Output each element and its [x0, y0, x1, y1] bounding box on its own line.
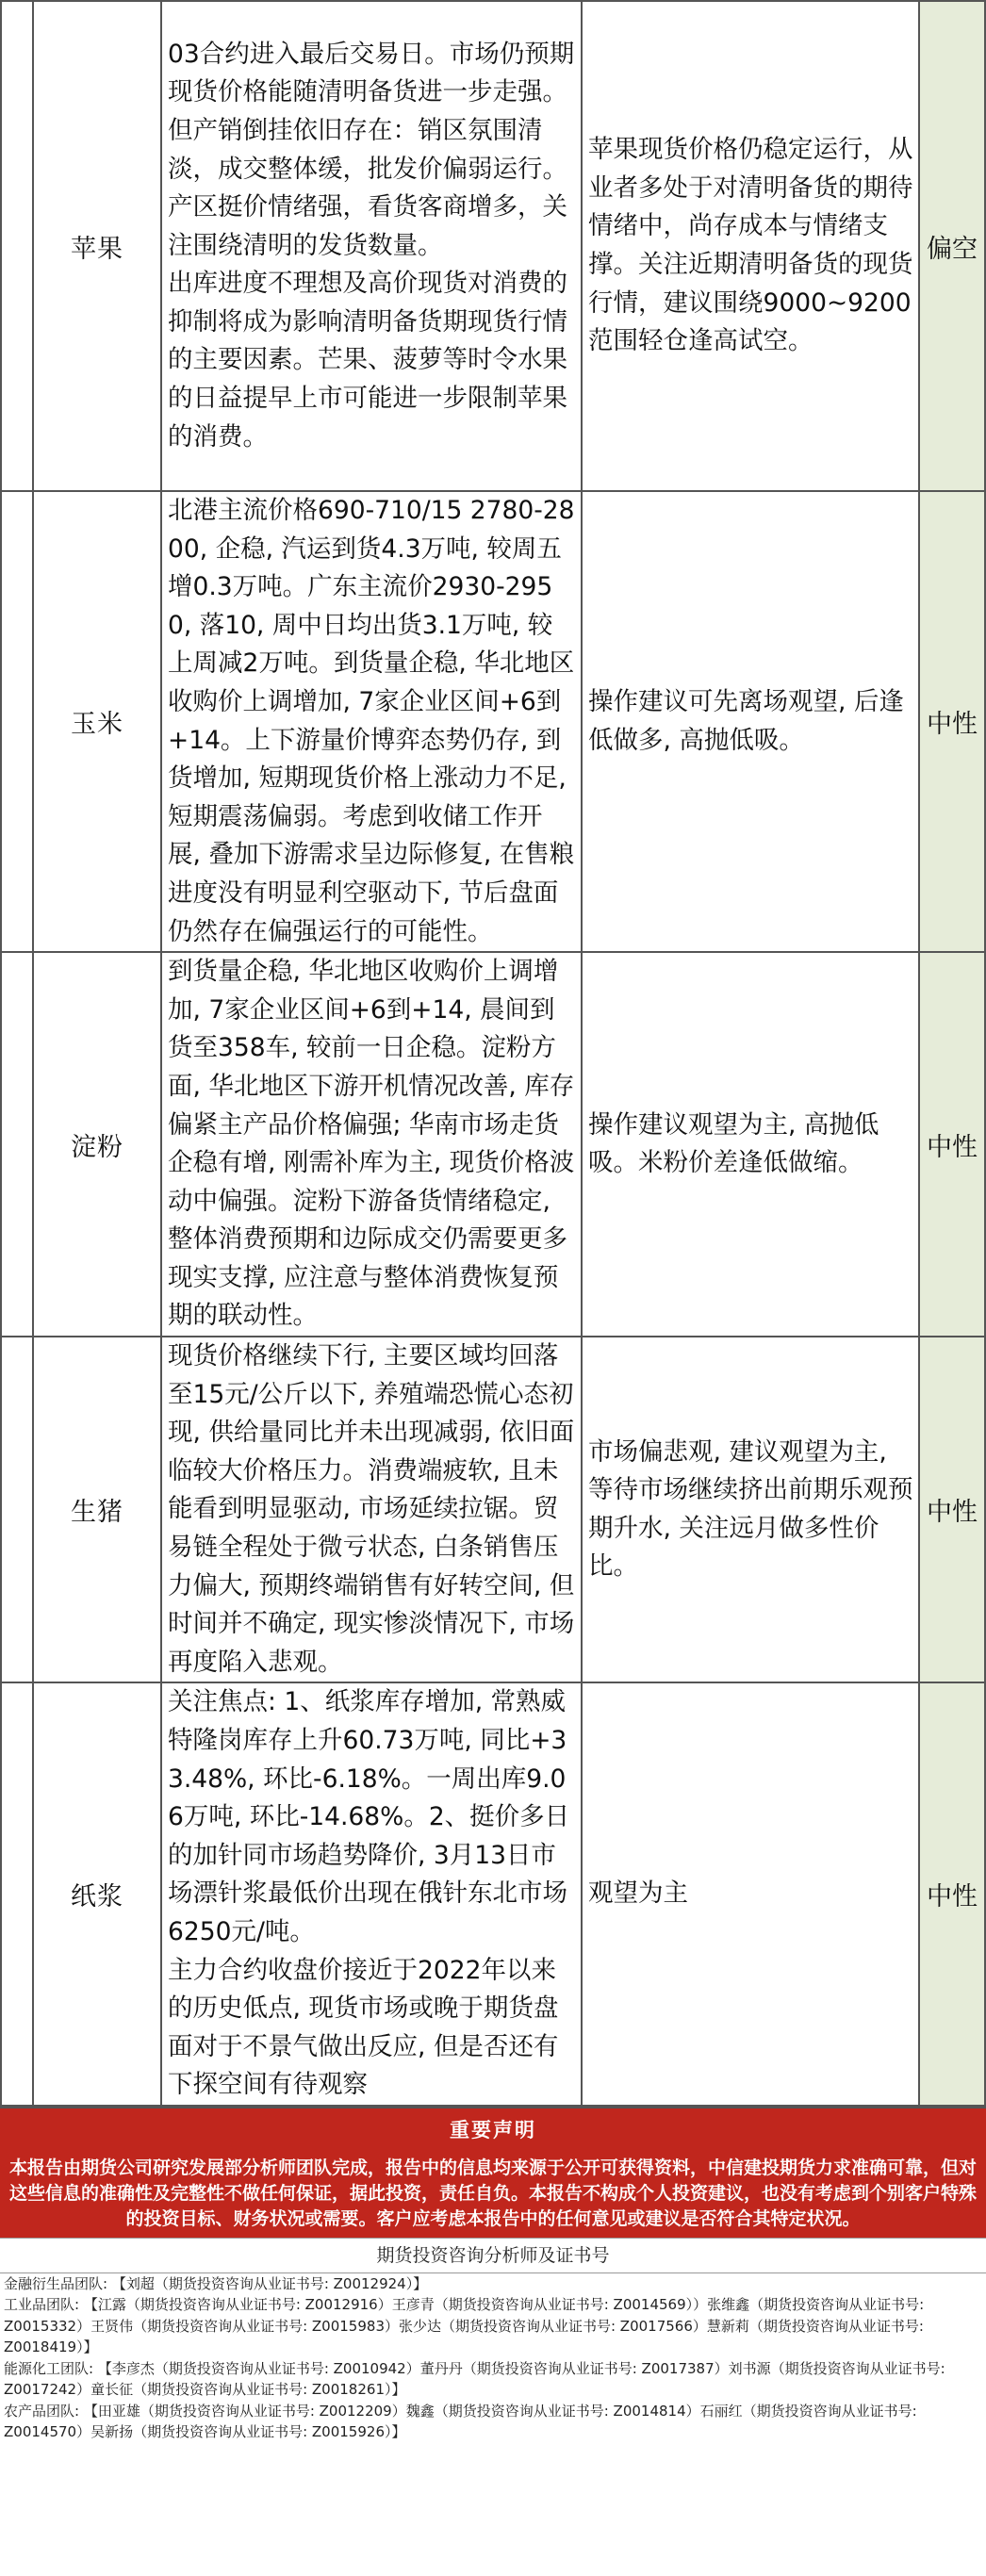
- table-row: [1, 491, 985, 952]
- logic-text: 到货量企稳, 华北地区收购价上调增加, 7家企业区间+6到+14, 晨间到货至358车, 较前一日企稳。淀粉方面, 华北地区下游开机情况改善, 库存偏紧主产品价格偏强; 华南市场走货企稳有增, 刚需补库为主, 现货价格波动中偏强。淀粉下游备货情绪稳定, 整体消费预期和边际成交仍需要更多现实支撑, 应注意与整体消费恢复预期的联动性。: [168, 957, 575, 1331]
- row-edge: [1, 952, 33, 1337]
- advice-text: 市场偏悲观, 建议观望为主, 等待市场继续挤出前期乐观预期升水, 关注远月做多性价比。: [588, 1436, 913, 1582]
- row-edge: [1, 491, 33, 952]
- advice-text: 操作建议可先离场观望, 后逢低做多, 高抛低吸。: [588, 686, 904, 755]
- logic-cell: [161, 1337, 582, 1682]
- advice-cell: [582, 1337, 919, 1682]
- analyst-team: 农产品团队: 【田亚雄（期货投资咨询从业证书号: Z0012209）魏鑫（期货投资咨询从业证书号: Z0014814）石丽红（期货投资咨询从业证书号: Z0014570）吴新扬（期货投资咨询从业证书号: Z0015926）】: [4, 2402, 917, 2441]
- advice-cell: [582, 1, 919, 491]
- analyst-team: 工业品团队: 【江露（期货投资咨询从业证书号: Z0012916）王彦青（期货投资咨询从业证书号: Z0014569））张维鑫（期货投资咨询从业证书号: Z0015332）王贤伟（期货投资咨询从业证书号: Z0015983）张少达（期货投资咨询从业证书号: Z0017566）慧新莉（期货投资咨询从业证书号: Z0018419）】: [4, 2296, 925, 2356]
- category-cell: 生猪: [33, 1337, 161, 1682]
- category-cell: 苹果: [33, 1, 161, 491]
- logic-cell: [161, 1682, 582, 2106]
- category-cell: 淀粉: [33, 952, 161, 1337]
- advice-text: 观望为主: [588, 1879, 688, 1909]
- logic-text: 03合约进入最后交易日。市场仍预期现货价格能随清明备货进一步走强。但产销倒挂依旧存在：销区氛围清淡，成交整体缓，批发价偏弱运行。产区挺价情绪强，看货客商增多，关注围绕清明的发货数量。 出库进度不理想及高价现货对消费的抑制将成为影响清明备货期现货行情的主要因素。芒果、菠萝等时令水果的日益提早上市可能进一步限制苹果的消费。: [168, 39, 575, 451]
- logic-cell: [161, 491, 582, 952]
- analyst-section-title: 期货投资咨询分析师及证书号: [0, 2238, 986, 2273]
- view-cell: 中性: [919, 491, 985, 952]
- analyst-team: 能源化工团队: 【李彦杰（期货投资咨询从业证书号: Z0010942）董丹丹（期货投资咨询从业证书号: Z0017387）刘书源（期货投资咨询从业证书号: Z0017242）童长征（期货投资咨询从业证书号: Z0018261）】: [4, 2359, 945, 2399]
- logic-text: 现货价格继续下行, 主要区域均回落至15元/公斤以下, 养殖端恐慌心态初现, 供给量同比并未出现减弱, 依旧面临较大价格压力。消费端疲软, 且未能看到明显驱动, 市场延续拉锯。贸易链全程处于微亏状态, 白条销售压力偏大, 预期终端销售有好转空间, 但时间并不确定, 现实惨淡情况下, 市场再度陷入悲观。: [168, 1341, 575, 1677]
- logic-cell: [161, 1, 582, 491]
- advice-text: 苹果现货价格仍稳定运行，从业者多处于对清明备货的期待情绪中，尚存成本与情绪支撑。关注近期清明备货的现货行情，建议围绕9000~9200范围轻仓逢高试空。: [588, 135, 913, 356]
- table-row: [1, 1337, 985, 1682]
- row-edge: [1, 1682, 33, 2106]
- view-cell: 中性: [919, 1337, 985, 1682]
- advice-cell: [582, 1682, 919, 2106]
- table-row: [1, 1, 985, 491]
- category-cell: 纸浆: [33, 1682, 161, 2106]
- row-edge: [1, 1, 33, 491]
- logic-text: 北港主流价格690-710/15 2780-2800, 企稳, 汽运到货4.3万吨, 较周五增0.3万吨。广东主流价2930-2950, 落10, 周中日均出货3.1万吨, 较上周减2万吨。到货量企稳, 华北地区收购价上调增加, 7家企业区间+6到+14。上下游量价博弈态势仍存, 到货增加, 短期现货价格上涨动力不足, 短期震荡偏弱。考虑到收储工作开展, 叠加下游需求呈边际修复, 在售粮进度没有明显利空驱动下, 节后盘面仍然存在偏强运行的可能性。: [168, 496, 575, 946]
- view-cell: 偏空: [919, 1, 985, 491]
- advice-text: 操作建议观望为主, 高抛低吸。米粉价差逢低做缩。: [588, 1109, 879, 1178]
- table-row: [1, 1682, 985, 2106]
- analyst-team: 金融衍生品团队: 【刘超（期货投资咨询从业证书号: Z0012924）】: [4, 2274, 428, 2292]
- row-edge: [1, 1337, 33, 1682]
- disclaimer-title: 重要声明: [0, 2107, 986, 2152]
- analyst-team-list: [0, 2273, 986, 2443]
- category-cell: 玉米: [33, 491, 161, 952]
- view-cell: 中性: [919, 952, 985, 1337]
- view-cell: 中性: [919, 1682, 985, 2106]
- advice-cell: [582, 952, 919, 1337]
- logic-text: 关注焦点: 1、纸浆库存增加, 常熟威特隆岗库存上升60.73万吨, 同比+33.48%, 环比-6.18%。一周出库9.06万吨, 环比-14.68%。2、挺价多日的加针同市场趋势降价, 3月13日市场漂针浆最低价出现在俄针东北市场6250元/吨。 主力合约收盘价接近于2022年以来的历史低点, 现货市场或晚于期货盘面对于不景气做出反应, 但是否还有下探空间有待观察: [168, 1687, 570, 2100]
- advice-cell: [582, 491, 919, 952]
- table-row: [1, 952, 985, 1337]
- disclaimer-text: 本报告由期货公司研究发展部分析师团队完成，报告中的信息均来源于公开可获得资料，中信建投期货力求准确可靠，但对这些信息的准确性及完整性不做任何保证，据此投资，责任自负。本报告不构成个人投资建议，也没有考虑到个别客户特殊的投资目标、财务状况或需要。客户应考虑本报告中的任何意见或建议是否符合其特定状况。: [0, 2152, 986, 2238]
- logic-cell: [161, 952, 582, 1337]
